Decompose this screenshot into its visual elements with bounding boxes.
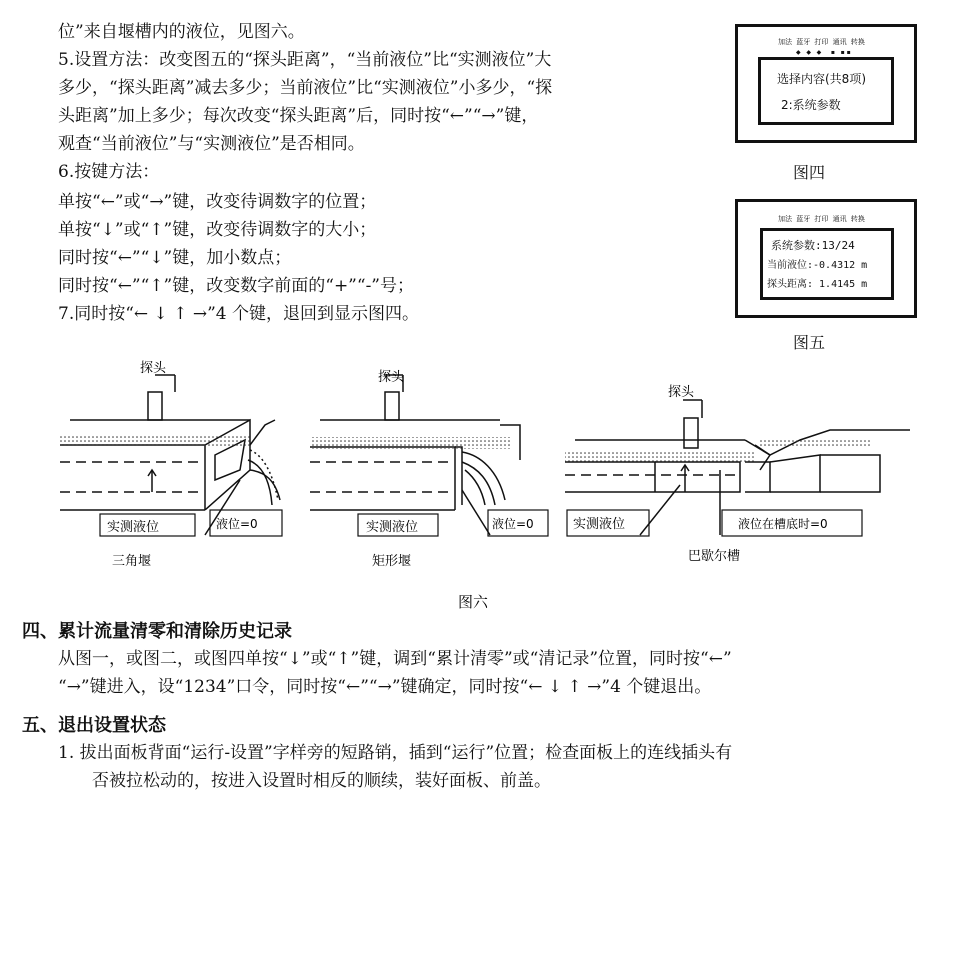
weir-name-rectangular: 矩形堰 (372, 554, 412, 569)
text-line-2: 5.设置方法：改变图五的“探头距离”，“当前液位”比“实测液位”大 (58, 50, 552, 70)
text-line-9: 同时按“←”“↓”键，加小数点； (58, 248, 292, 268)
lcd-indicator-dots: ◆ ◆ ◆ ▪ ▪ ▪ (796, 49, 851, 56)
text-line-11: 7.同时按“← ↓ ↑ →”4 个键，退回到显示图四。 (58, 304, 420, 324)
flume-name-parshall: 巴歇尔槽 (688, 549, 741, 564)
section-4-line-1: 从图一，或图二，或图四单按“↓”或“↑”键，调到“累计清零”或“清记录”位置，同时按“←” (58, 649, 732, 669)
measured-level-label-3: 实测液位 (573, 517, 626, 532)
text-line-6: 6.按键方法： (58, 162, 160, 182)
text-line-4: 头距离”加上多少；每次改变“探头距离”后，同时按“←”“→”键， (58, 106, 539, 126)
lcd-tab-row: 加法 蓝牙 打印 通讯 转换 (778, 215, 865, 223)
text-line-3: 多少，“探头距离”减去多少；当前液位”比“实测液位”小多少，“探 (58, 78, 553, 98)
probe-label-3: 探头 (668, 385, 695, 400)
probe-label-2: 探头 (378, 370, 405, 385)
section-5-heading: 五、退出设置状态 (22, 715, 166, 736)
zero-level-label-2: 液位=0 (492, 517, 534, 531)
flume-zero-label: 液位在槽底时=0 (738, 517, 828, 531)
lcd-current-level: 当前液位:-0.4312 m (767, 260, 868, 271)
section-4-heading: 四、累计流量清零和清除历史记录 (22, 621, 292, 642)
lcd-tab-row: 加法 蓝牙 打印 通讯 转换 (778, 38, 865, 46)
figure-4-caption: 图四 (793, 163, 826, 182)
measured-level-label-2: 实测液位 (366, 520, 419, 535)
lcd-param-row: 系统参数:13/24 (771, 239, 855, 252)
lcd-probe-distance: 探头距离: 1.4145 m (767, 279, 868, 290)
text-line-10: 同时按“←”“↑”键，改变数字前面的“+”“-”号； (58, 276, 415, 296)
probe-label-1: 探头 (140, 361, 167, 376)
figure-5-caption: 图五 (793, 333, 826, 352)
weir-name-triangle: 三角堰 (112, 554, 152, 569)
section-5-line-1: 1. 拔出面板背面“运行-设置”字样旁的短路销，插到“运行”位置；检查面板上的连线插头有 (58, 743, 733, 763)
section-5-line-2: 否被拉松动的，按进入设置时相反的顺续，装好面板、前盖。 (92, 771, 551, 791)
text-line-7: 单按“←”或“→”键，改变待调数字的位置； (58, 192, 377, 212)
lcd-menu-title: 选择内容(共8项) (777, 72, 866, 86)
text-line-1: 位”来自堰槽内的液位，见图六。 (58, 22, 305, 42)
lcd-menu-item: 2:系统参数 (781, 98, 841, 112)
text-line-5: 观查“当前液位”与“实测液位”是否相同。 (58, 134, 365, 154)
figure-6-caption: 图六 (458, 593, 489, 611)
zero-level-label-1: 液位=0 (216, 517, 258, 531)
measured-level-label-1: 实测液位 (107, 520, 160, 535)
section-4-line-2: “→”键进入，设“1234”口令，同时按“←”“→”键确定，同时按“← ↓ ↑ →”4 个键退出。 (58, 677, 712, 697)
text-line-8: 单按“↓”或“↑”键，改变待调数字的大小； (58, 220, 377, 240)
